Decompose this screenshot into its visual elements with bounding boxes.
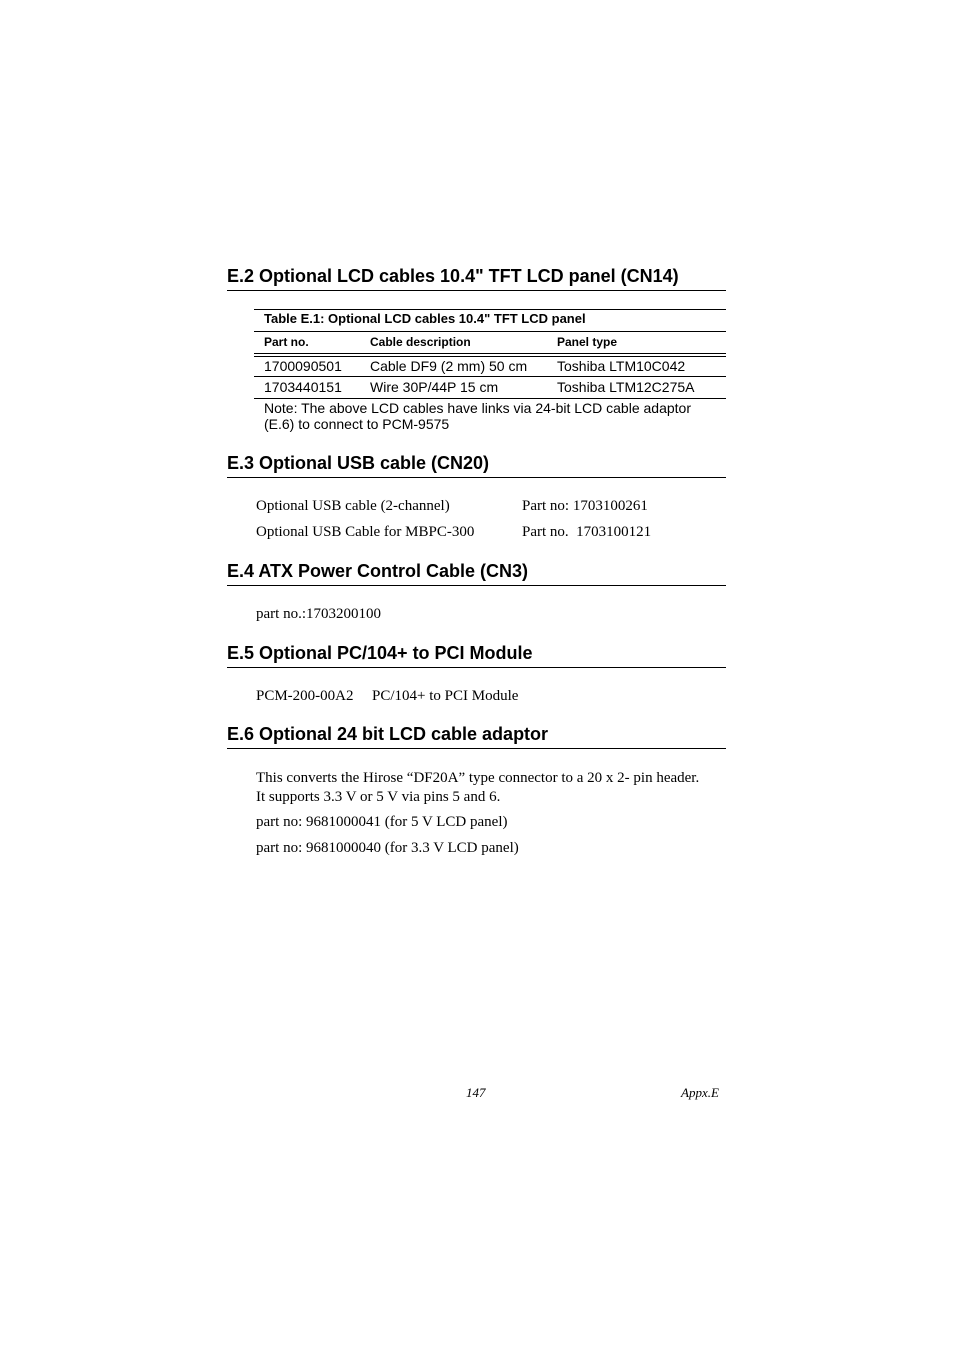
usb-cable-2ch-name: Optional USB cable (2-channel) — [256, 498, 450, 514]
section-e5-heading: E.5 Optional PC/104+ to PCI Module — [227, 642, 726, 668]
table-caption-rule — [254, 331, 726, 332]
table-cell: Wire 30P/44P 15 cm — [370, 379, 499, 395]
table-row-rule — [254, 376, 726, 377]
table-cell: Toshiba LTM12C275A — [557, 379, 695, 395]
table-top-rule — [254, 309, 726, 310]
adaptor-part-3v3: part no: 9681000040 (for 3.3 V LCD panel) — [256, 840, 519, 856]
page-number: 147 — [466, 1085, 486, 1100]
footer-section-label: Appx.E — [681, 1085, 719, 1100]
section-e3-heading: E.3 Optional USB cable (CN20) — [227, 452, 726, 478]
table-cell: 1700090501 — [264, 358, 342, 374]
table-header-cable-description: Cable description — [370, 335, 471, 349]
table-note-line-1: Note: The above LCD cables have links via 24-bit LCD cable adaptor — [264, 400, 691, 416]
adaptor-paragraph-line-1: This converts the Hirose “DF20A” type connector to a 20 x 2- pin header. — [256, 770, 700, 786]
usb-cable-2ch-part: Part no: 1703100261 — [522, 498, 648, 514]
table-cell: 1703440151 — [264, 379, 342, 395]
table-header-rule-2 — [254, 356, 726, 357]
adaptor-paragraph-line-2: It supports 3.3 V or 5 V via pins 5 and 6. — [256, 789, 501, 805]
usb-cable-mbpc-part: Part no. 1703100121 — [522, 524, 652, 540]
table-cell: Cable DF9 (2 mm) 50 cm — [370, 358, 528, 374]
table-header-rule-1 — [254, 353, 726, 354]
pci-module-part: PCM-200-00A2 — [256, 688, 354, 704]
adaptor-part-5v: part no: 9681000041 (for 5 V LCD panel) — [256, 814, 508, 830]
section-e4-heading: E.4 ATX Power Control Cable (CN3) — [227, 560, 726, 586]
table-row-rule — [254, 398, 726, 399]
section-e6-heading: E.6 Optional 24 bit LCD cable adaptor — [227, 723, 726, 749]
table-cell: Toshiba LTM10C042 — [557, 358, 686, 374]
table-caption: Table E.1: Optional LCD cables 10.4" TFT LCD panel — [264, 311, 586, 326]
section-e2-heading: E.2 Optional LCD cables 10.4" TFT LCD panel (CN14) — [227, 265, 726, 291]
table-header-panel-type: Panel type — [557, 335, 618, 349]
usb-cable-mbpc-name: Optional USB Cable for MBPC-300 — [256, 524, 475, 540]
pci-module-desc: PC/104+ to PCI Module — [372, 688, 519, 704]
atx-part-number: part no.:1703200100 — [256, 606, 381, 622]
table-note-line-2: (E.6) to connect to PCM-9575 — [264, 416, 450, 432]
table-header-part-no: Part no. — [264, 335, 309, 349]
